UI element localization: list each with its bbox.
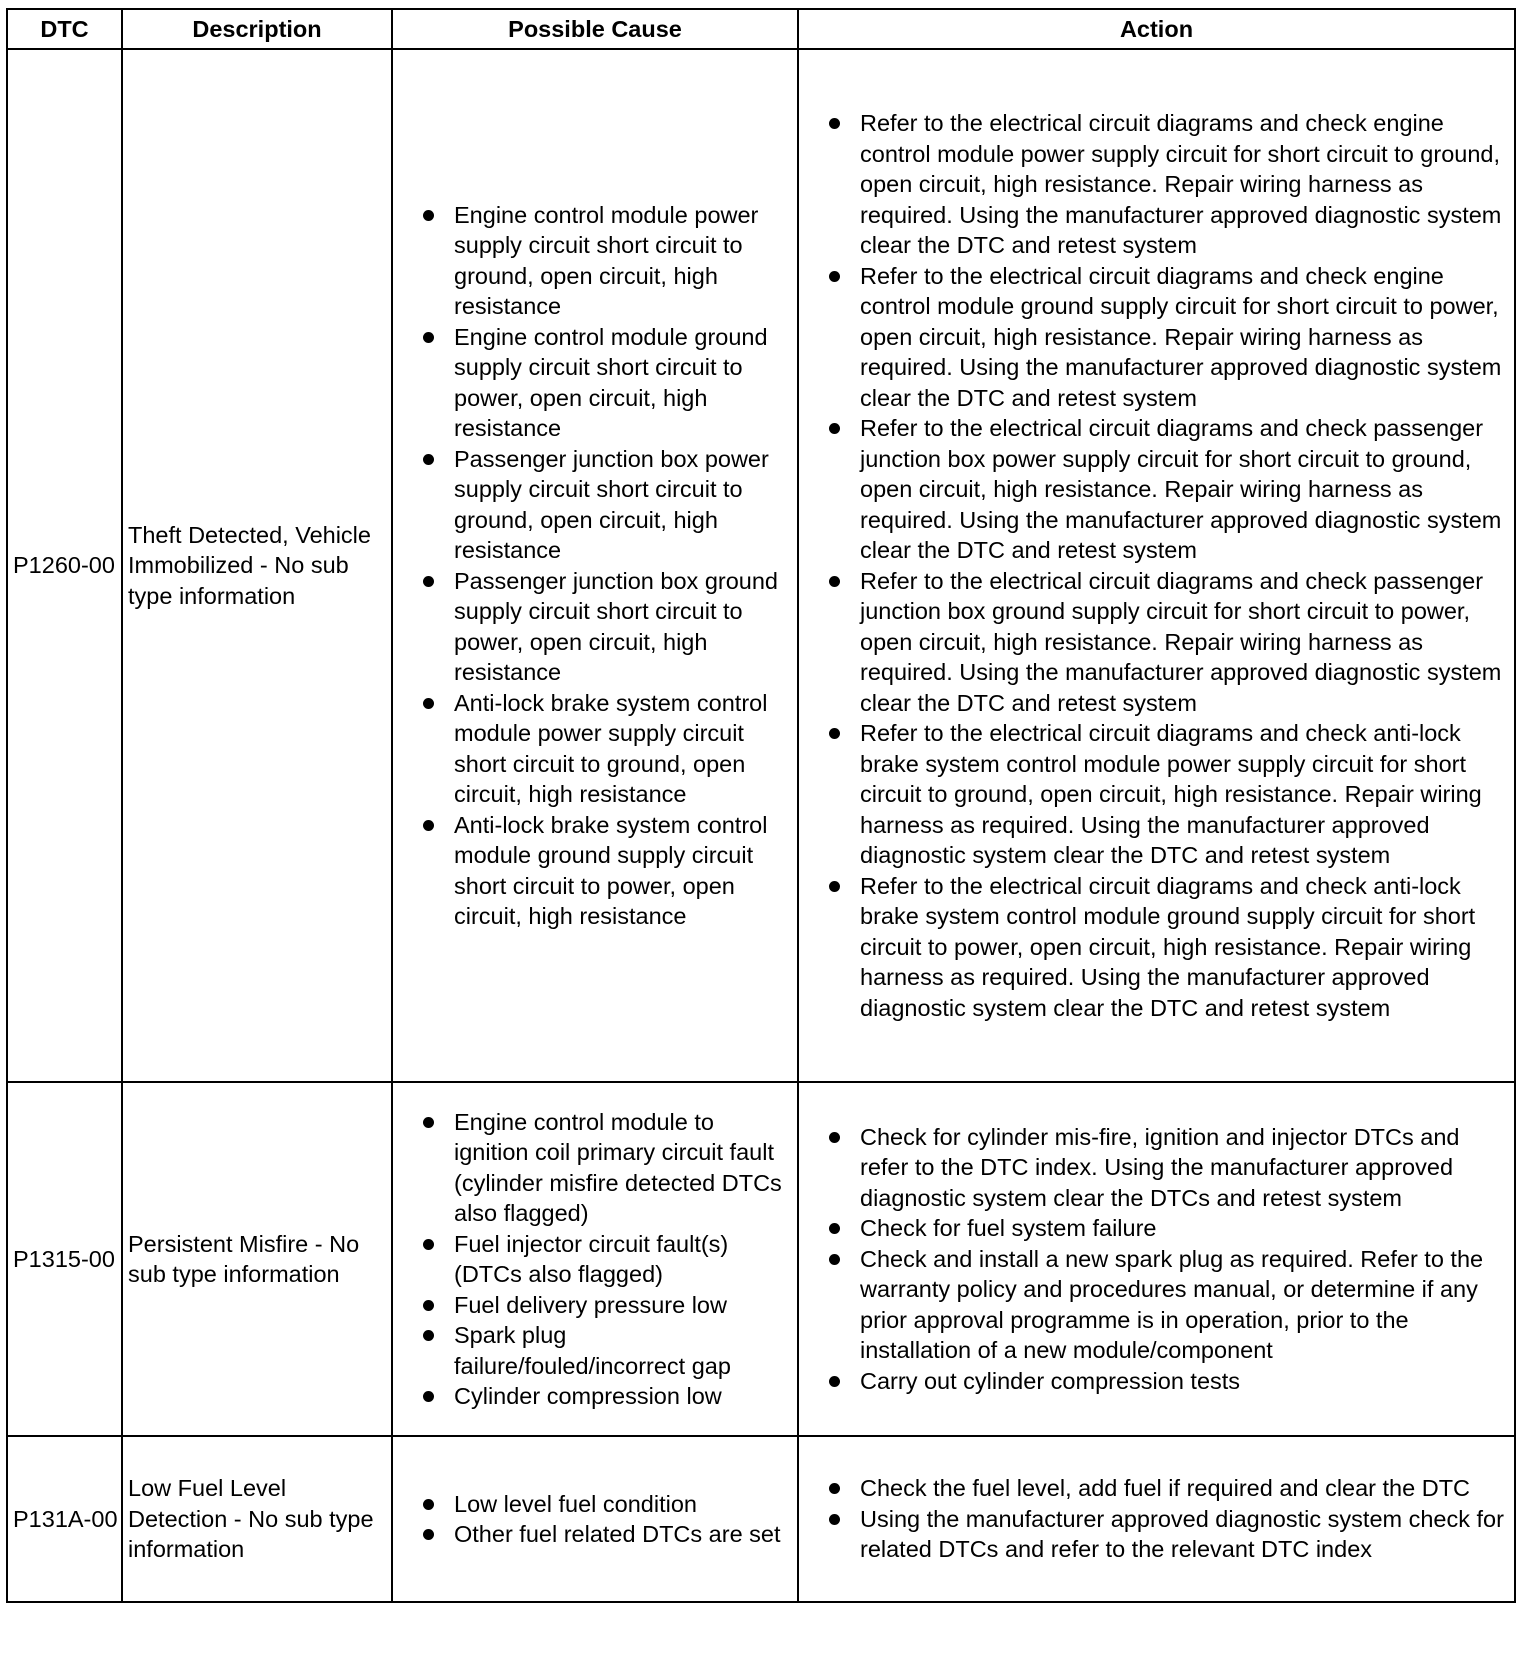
cause-item: Passenger junction box ground supply circuit short circuit to power, open circuit, high resistance xyxy=(398,566,794,688)
cause-item: Fuel injector circuit fault(s) (DTCs also flagged) xyxy=(398,1229,794,1290)
cause-item: Spark plug failure/fouled/incorrect gap xyxy=(398,1320,794,1381)
cause-item: Low level fuel condition xyxy=(398,1489,794,1520)
dtc-code: P1315-00 xyxy=(7,1082,122,1436)
action-item: Refer to the electrical circuit diagrams and check passenger junction box power supply circuit for short circuit to ground, open circuit, high resistance. Repair wiring harness as required. Using the manufacturer approved diagnostic system clear the DTC and retest system xyxy=(804,413,1511,566)
action-item: Check and install a new spark plug as required. Refer to the warranty policy and procedures manual, or determine if any prior approval programme is in operation, prior to the installation of a new module/component xyxy=(804,1244,1511,1366)
header-row xyxy=(7,9,1515,49)
cause-item: Other fuel related DTCs are set xyxy=(398,1519,794,1550)
cause-list xyxy=(398,1489,794,1550)
action-item: Check for cylinder mis-fire, ignition and injector DTCs and refer to the DTC index. Using the manufacturer approved diagnostic system clear the DTCs and retest system xyxy=(804,1122,1511,1214)
table-row xyxy=(7,1082,1515,1436)
dtc-code: P131A-00 xyxy=(7,1436,122,1602)
dtc-description: Theft Detected, Vehicle Immobilized - No sub type information xyxy=(122,49,392,1082)
action-item: Using the manufacturer approved diagnostic system check for related DTCs and refer to the relevant DTC index xyxy=(804,1504,1511,1565)
header-possible-cause: Possible Cause xyxy=(392,9,798,49)
cause-item: Passenger junction box power supply circuit short circuit to ground, open circuit, high resistance xyxy=(398,444,794,566)
cause-item: Engine control module power supply circuit short circuit to ground, open circuit, high resistance xyxy=(398,200,794,322)
header-action: Action xyxy=(798,9,1515,49)
cause-item: Engine control module to ignition coil primary circuit fault (cylinder misfire detected DTCs also flagged) xyxy=(398,1107,794,1229)
dtc-description: Persistent Misfire - No sub type information xyxy=(122,1082,392,1436)
action-list xyxy=(804,1122,1511,1397)
action-item: Check for fuel system failure xyxy=(804,1213,1511,1244)
cause-item: Fuel delivery pressure low xyxy=(398,1290,794,1321)
table-row xyxy=(7,49,1515,1082)
cause-item: Anti-lock brake system control module power supply circuit short circuit to ground, open circuit, high resistance xyxy=(398,688,794,810)
action-item: Refer to the electrical circuit diagrams and check engine control module power supply circuit for short circuit to ground, open circuit, high resistance. Repair wiring harness as required. Using the manufacturer approved diagnostic system clear the DTC and retest system xyxy=(804,108,1511,261)
cause-item: Anti-lock brake system control module ground supply circuit short circuit to power, open circuit, high resistance xyxy=(398,810,794,932)
action-cell xyxy=(798,1436,1515,1602)
action-item: Check the fuel level, add fuel if required and clear the DTC xyxy=(804,1473,1511,1504)
cause-item: Cylinder compression low xyxy=(398,1381,794,1412)
table-row xyxy=(7,1436,1515,1602)
action-item: Refer to the electrical circuit diagrams and check engine control module ground supply circuit for short circuit to power, open circuit, high resistance. Repair wiring harness as required. Using the manufacturer approved diagnostic system clear the DTC and retest system xyxy=(804,261,1511,414)
table-header xyxy=(7,9,1515,49)
possible-cause-cell xyxy=(392,49,798,1082)
possible-cause-cell xyxy=(392,1082,798,1436)
action-cell xyxy=(798,1082,1515,1436)
header-dtc: DTC xyxy=(7,9,122,49)
action-item: Refer to the electrical circuit diagrams and check anti-lock brake system control module power supply circuit for short circuit to ground, open circuit, high resistance. Repair wiring harness as required. Using the manufacturer approved diagnostic system clear the DTC and retest system xyxy=(804,718,1511,871)
cause-item: Engine control module ground supply circuit short circuit to power, open circuit, high resistance xyxy=(398,322,794,444)
action-item: Carry out cylinder compression tests xyxy=(804,1366,1511,1397)
cause-list xyxy=(398,200,794,932)
action-item: Refer to the electrical circuit diagrams and check passenger junction box ground supply circuit for short circuit to power, open circuit, high resistance. Repair wiring harness as required. Using the manufacturer approved diagnostic system clear the DTC and retest system xyxy=(804,566,1511,719)
action-list xyxy=(804,1473,1511,1565)
possible-cause-cell xyxy=(392,1436,798,1602)
header-description: Description xyxy=(122,9,392,49)
cause-list xyxy=(398,1107,794,1412)
action-cell xyxy=(798,49,1515,1082)
action-item: Refer to the electrical circuit diagrams and check anti-lock brake system control module ground supply circuit for short circuit to power, open circuit, high resistance. Repair wiring harness as required. Using the manufacturer approved diagnostic system clear the DTC and retest system xyxy=(804,871,1511,1024)
action-list xyxy=(804,108,1511,1023)
dtc-code: P1260-00 xyxy=(7,49,122,1082)
dtc-table xyxy=(6,8,1516,1603)
dtc-description: Low Fuel Level Detection - No sub type information xyxy=(122,1436,392,1602)
